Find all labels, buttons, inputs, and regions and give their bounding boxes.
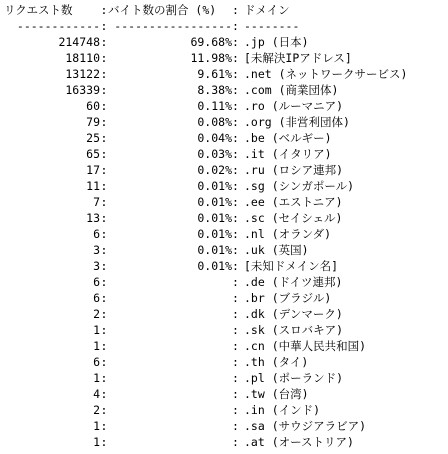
domain-name: .jp (日本) [244,35,309,49]
column-separator: : [232,67,239,81]
byte-percentage [108,434,232,450]
domain-name: .tw (台湾) [244,387,309,401]
table-row [4,258,444,274]
column-separator: : [232,371,239,385]
table-row [4,306,444,322]
column-separator: : [232,275,239,289]
table-row [4,98,444,114]
request-count: 13 [86,211,100,225]
request-count: 2 [93,307,100,321]
domain-name: .org (非営利団体) [244,115,350,129]
column-separator: : [232,131,239,145]
header-row [4,2,444,18]
column-separator: : [232,339,239,353]
column-separator: : [100,323,108,337]
column-separator: : [100,387,108,401]
byte-percentage: 0.01% [197,243,232,257]
column-separator: : [100,51,108,65]
domain-name: .sk (スロバキア) [244,323,344,337]
request-count: 1 [93,435,100,449]
table-row [4,162,444,178]
request-count: 6 [93,227,100,241]
header-separator: : [232,3,239,17]
column-separator: : [100,227,108,241]
domain-name: .cn (中華人民共和国) [244,339,367,353]
domain-name: .br (ブラジル) [244,291,332,305]
column-separator: : [100,275,108,289]
column-separator: : [232,243,239,257]
request-count: 3 [93,259,100,273]
table-row [4,226,444,242]
byte-percentage: 0.01% [197,179,232,193]
header-requests: リクエスト数 [4,3,73,17]
column-separator: : [232,227,239,241]
column-separator: : [232,259,239,273]
column-separator: : [100,243,108,257]
rule-percent: ----------------- [114,19,232,33]
table-row [4,194,444,210]
column-separator: : [232,355,239,369]
column-separator: : [100,163,108,177]
domain-name: .it (イタリア) [244,147,332,161]
domain-name: .ru (ロシア連邦) [244,163,344,177]
column-separator: : [100,259,108,273]
table-row [4,418,444,434]
column-separator: : [100,35,108,49]
domain-name: [未解決IPアドレス] [244,51,352,65]
table-row [4,242,444,258]
domain-name: .net (ネットワークサービス) [244,67,408,81]
request-count: 13122 [65,67,100,81]
table-row [4,434,444,450]
domain-name: .th (タイ) [244,355,309,369]
byte-percentage [108,274,232,290]
request-count: 214748 [58,35,100,49]
header-domain: ドメイン [244,3,290,17]
table-row [4,34,444,50]
column-separator: : [100,67,108,81]
domain-name: .at (オーストリア) [244,435,354,449]
domain-name: .com (商業団体) [244,83,339,97]
request-count: 18110 [65,51,100,65]
request-count: 79 [86,115,100,129]
column-separator: : [100,355,108,369]
byte-percentage [108,306,232,322]
table-row [4,290,444,306]
request-count: 1 [93,323,100,337]
request-count: 1 [93,371,100,385]
byte-percentage: 69.68% [190,35,232,49]
table-row [4,210,444,226]
request-count: 17 [86,163,100,177]
byte-percentage: 0.01% [197,195,232,209]
column-separator: : [232,387,239,401]
byte-percentage: 0.01% [197,211,232,225]
byte-percentage [108,418,232,434]
request-count: 25 [86,131,100,145]
request-count: 7 [93,195,100,209]
rule-domain: -------- [244,19,300,33]
table-row [4,322,444,338]
domain-name: .sa (サウジアラビア) [244,419,367,433]
byte-percentage [108,290,232,306]
domain-name: [未知ドメイン名] [244,259,339,273]
byte-percentage: 0.08% [197,115,232,129]
byte-percentage [108,370,232,386]
column-separator: : [232,403,239,417]
request-count: 1 [93,419,100,433]
byte-percentage: 0.02% [197,163,232,177]
byte-percentage [108,354,232,370]
domain-name: .pl (ポーランド) [244,371,344,385]
column-separator: : [232,435,239,449]
table-row [4,178,444,194]
table-row [4,370,444,386]
column-separator: : [100,179,108,193]
column-separator: : [232,115,239,129]
request-count: 3 [93,243,100,257]
domain-name: .de (ドイツ連邦) [244,275,343,289]
rule-requests: ------------ [16,19,100,33]
domain-name: .ee (エストニア) [244,195,343,209]
table-row [4,402,444,418]
column-separator: : [232,291,239,305]
column-separator: : [232,211,239,225]
request-count: 6 [93,355,100,369]
byte-percentage [108,402,232,418]
rule-row [4,18,444,34]
table-row [4,114,444,130]
column-separator: : [100,211,108,225]
domain-name: .uk (英国) [244,243,309,257]
table-row [4,338,444,354]
byte-percentage [108,386,232,402]
header-separator: : [100,3,108,17]
table-row [4,274,444,290]
header-percent: バイト数の割合 (%) [108,3,217,17]
column-separator: : [100,339,108,353]
column-separator: : [100,131,108,145]
byte-percentage: 11.98% [190,51,232,65]
column-separator: : [232,307,239,321]
request-count: 65 [86,147,100,161]
column-separator: : [100,147,108,161]
domain-name: .dk (デンマーク) [244,307,343,321]
column-separator: : [100,99,108,113]
byte-percentage: 8.38% [197,83,232,97]
rule-separator: : [232,19,239,33]
table-row [4,130,444,146]
column-separator: : [232,163,239,177]
request-count: 16339 [65,83,100,97]
request-count: 1 [93,339,100,353]
request-count: 4 [93,387,100,401]
column-separator: : [232,147,239,161]
column-separator: : [232,99,239,113]
column-separator: : [100,403,108,417]
domain-report [4,2,444,450]
request-count: 11 [86,179,100,193]
table-row [4,82,444,98]
byte-percentage: 0.04% [197,131,232,145]
domain-name: .be (ベルギー) [244,131,332,145]
column-separator: : [232,195,239,209]
table-row [4,50,444,66]
table-row [4,66,444,82]
rule-separator: : [100,19,108,33]
column-separator: : [232,419,239,433]
table-row [4,386,444,402]
data-rows [4,34,444,450]
byte-percentage: 9.61% [197,67,232,81]
column-separator: : [100,291,108,305]
byte-percentage [108,338,232,354]
column-separator: : [232,83,239,97]
request-count: 6 [93,275,100,289]
column-separator: : [232,35,239,49]
request-count: 60 [86,99,100,113]
request-count: 2 [93,403,100,417]
table-row [4,146,444,162]
byte-percentage: 0.01% [197,227,232,241]
domain-name: .ro (ルーマニア) [244,99,344,113]
domain-name: .nl (オランダ) [244,227,332,241]
byte-percentage: 0.11% [197,99,232,113]
byte-percentage: 0.03% [197,147,232,161]
request-count: 6 [93,291,100,305]
column-separator: : [100,115,108,129]
column-separator: : [232,323,239,337]
table-row [4,354,444,370]
column-separator: : [100,419,108,433]
domain-name: .in (インド) [244,403,321,417]
domain-name: .sg (シンガポール) [244,179,355,193]
column-separator: : [232,51,239,65]
column-separator: : [100,435,108,449]
domain-name: .sc (セイシェル) [244,211,343,225]
column-separator: : [100,195,108,209]
column-separator: : [100,307,108,321]
column-separator: : [100,83,108,97]
column-separator: : [100,371,108,385]
column-separator: : [232,179,239,193]
byte-percentage [108,322,232,338]
byte-percentage: 0.01% [197,259,232,273]
